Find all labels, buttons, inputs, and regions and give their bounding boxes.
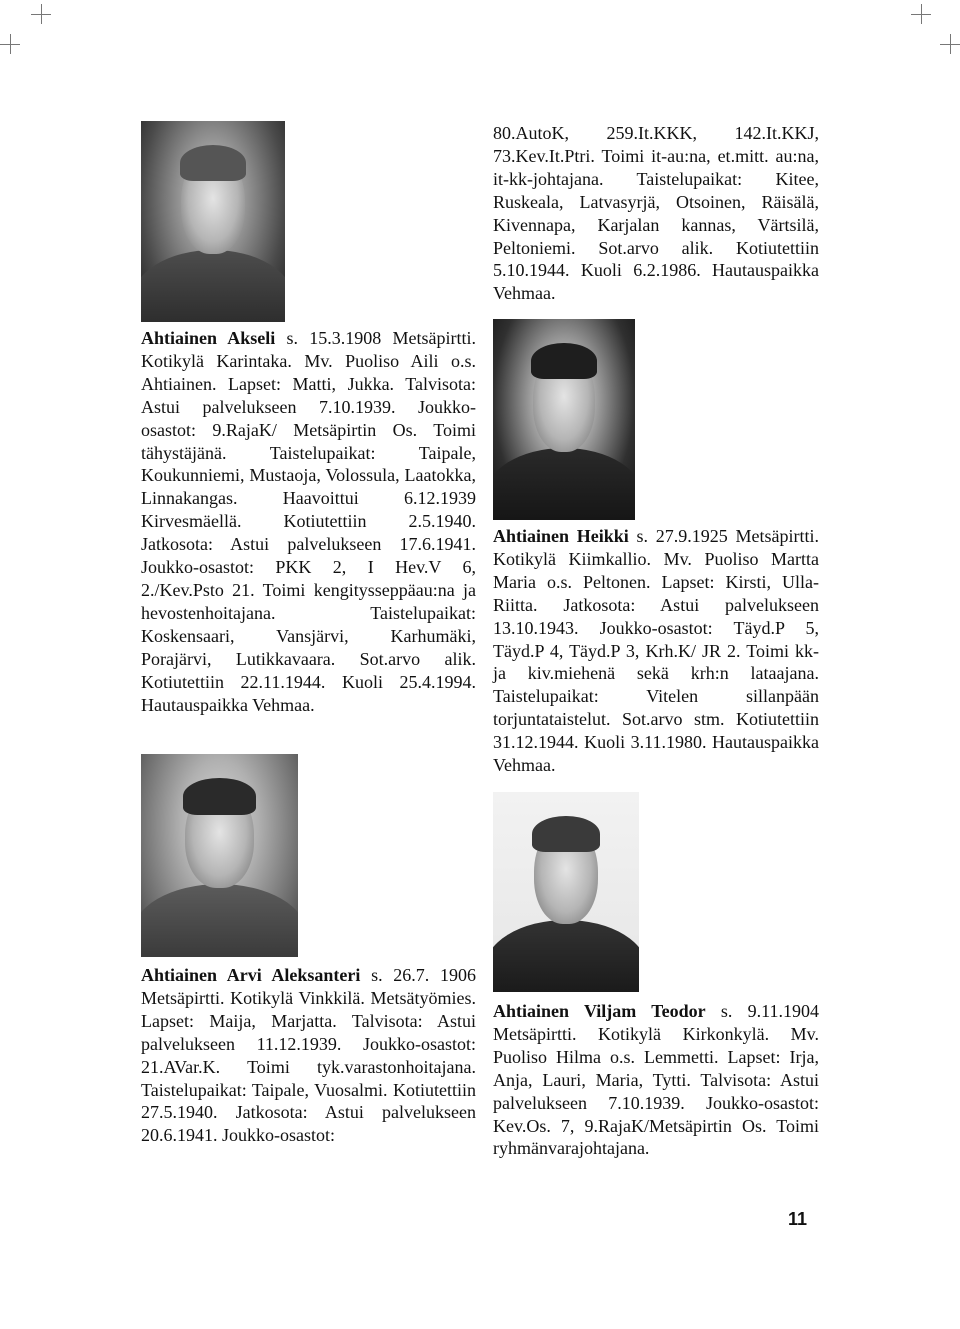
entry-name: Ahtiainen Akseli xyxy=(141,328,276,348)
crop-mark-right xyxy=(940,34,960,54)
portrait-akseli xyxy=(141,121,285,322)
entry-name: Ahtiainen Viljam Teodor xyxy=(493,1001,706,1021)
portrait-heikki xyxy=(493,319,635,520)
crop-mark-left xyxy=(0,34,20,54)
portrait-arvi xyxy=(141,754,298,957)
entry-akseli xyxy=(141,327,476,716)
crop-mark-top-right xyxy=(911,4,931,24)
entry-heikki xyxy=(493,525,819,777)
entry-arvi-continued xyxy=(493,122,819,305)
entry-name: Ahtiainen Heikki xyxy=(493,526,629,546)
entry-arvi xyxy=(141,964,476,1147)
portrait-viljam xyxy=(493,792,639,992)
crop-mark-top-left xyxy=(31,4,51,24)
page-number: 11 xyxy=(788,1209,808,1229)
entry-viljam xyxy=(493,1000,819,1160)
entry-text: s. 15.3.1908 Metsäpirtti. Kotikylä Karintaka. Mv. Puoliso Aili o.s. Ahtiainen. Lapset: Matti, Jukka. Talvisota: Astui palvelukseen 7.10.1939. Joukko-osastot: 9.RajaK/ Metsäpirtin Os. Toimi tähystäjänä. Taistelupaikat: Taipale, Koukunniemi, Mustaoja, Volossula, Laatokka, Linnakangas. Haavoittui 6.12.1939 Kirvesmäellä. Kotiutettiin 2.5.1940. Jatkosota: Astui palvelukseen 17.6.1941. Joukko-osastot: PKK 2, I Hev.V 6, 2./Kev.Psto 21. Toimi kengitysseppäau:na ja hevostenhoitajana. Taistelupaikat: Koskensaari, Vansjärvi, Karhumäki, Porajärvi, Lutikkavaara. Sot.arvo alik. Kotiutettiin 22.11.1944. Kuoli 25.4.1994. Hautauspaikka Vehmaa. xyxy=(141,328,476,715)
entry-text: 80.AutoK, 259.It.KKK, 142.It.KKJ, 73.Kev.It.Ptri. Toimi it-au:na, et.mitt. au:na, it-kk-johtajana. Taistelupaikat: Kitee, Ruskeala, Latvasyrjä, Otsoinen, Räisälä, Kivennapa, Karjalan kannas, Värtsilä, Peltoniemi. Sot.arvo alik. Kotiutettiin 5.10.1944. Kuoli 6.2.1986. Hautauspaikka Vehmaa. xyxy=(493,123,819,304)
entry-name: Ahtiainen Arvi Aleksanteri xyxy=(141,965,361,985)
entry-text: s. 9.11.1904 Metsäpirtti. Kotikylä Kirkonkylä. Mv. Puoliso Hilma o.s. Lemmetti. Lapset: Irja, Anja, Lauri, Maria, Tytti. Talvisota: Astui palvelukseen 7.10.1939. Joukko-osastot: Kev.Os. 7, 9.RajaK/Metsäpirtin Os. Toimi ryhmänvarajohtajana. xyxy=(493,1001,819,1159)
entry-text: s. 27.9.1925 Metsäpirtti. Kotikylä Kiimkallio. Mv. Puoliso Martta Maria o.s. Peltonen. Lapset: Kirsti, Ulla-Riitta. Jatkosota: Astui palvelukseen 13.10.1943. Joukko-osastot: Täyd.P 5, Täyd.P 4, Täyd.P 3, Krh.K/ JR 2. Toimi kk- ja kiv.miehenä sekä krh:n lataajana. Taistelupaikat: Vitelen sillanpään torjuntataistelut. Sot.arvo stm. Kotiutettiin 31.12.1944. Kuoli 3.11.1980. Hautauspaikka Vehmaa. xyxy=(493,526,819,776)
entry-text: s. 26.7. 1906 Metsäpirtti. Kotikylä Vinkkilä. Metsätyömies. Lapset: Maija, Marjatta. Talvisota: Astui palvelukseen 11.12.1939. Joukko-osastot: 21.AVar.K. Toimi tyk.varastonhoitajana. Taistelupaikat: Taipale, Vuosalmi. Kotiutettiin 27.5.1940. Jatkosota: Astui palvelukseen 20.6.1941. Joukko-osastot: xyxy=(141,965,476,1146)
